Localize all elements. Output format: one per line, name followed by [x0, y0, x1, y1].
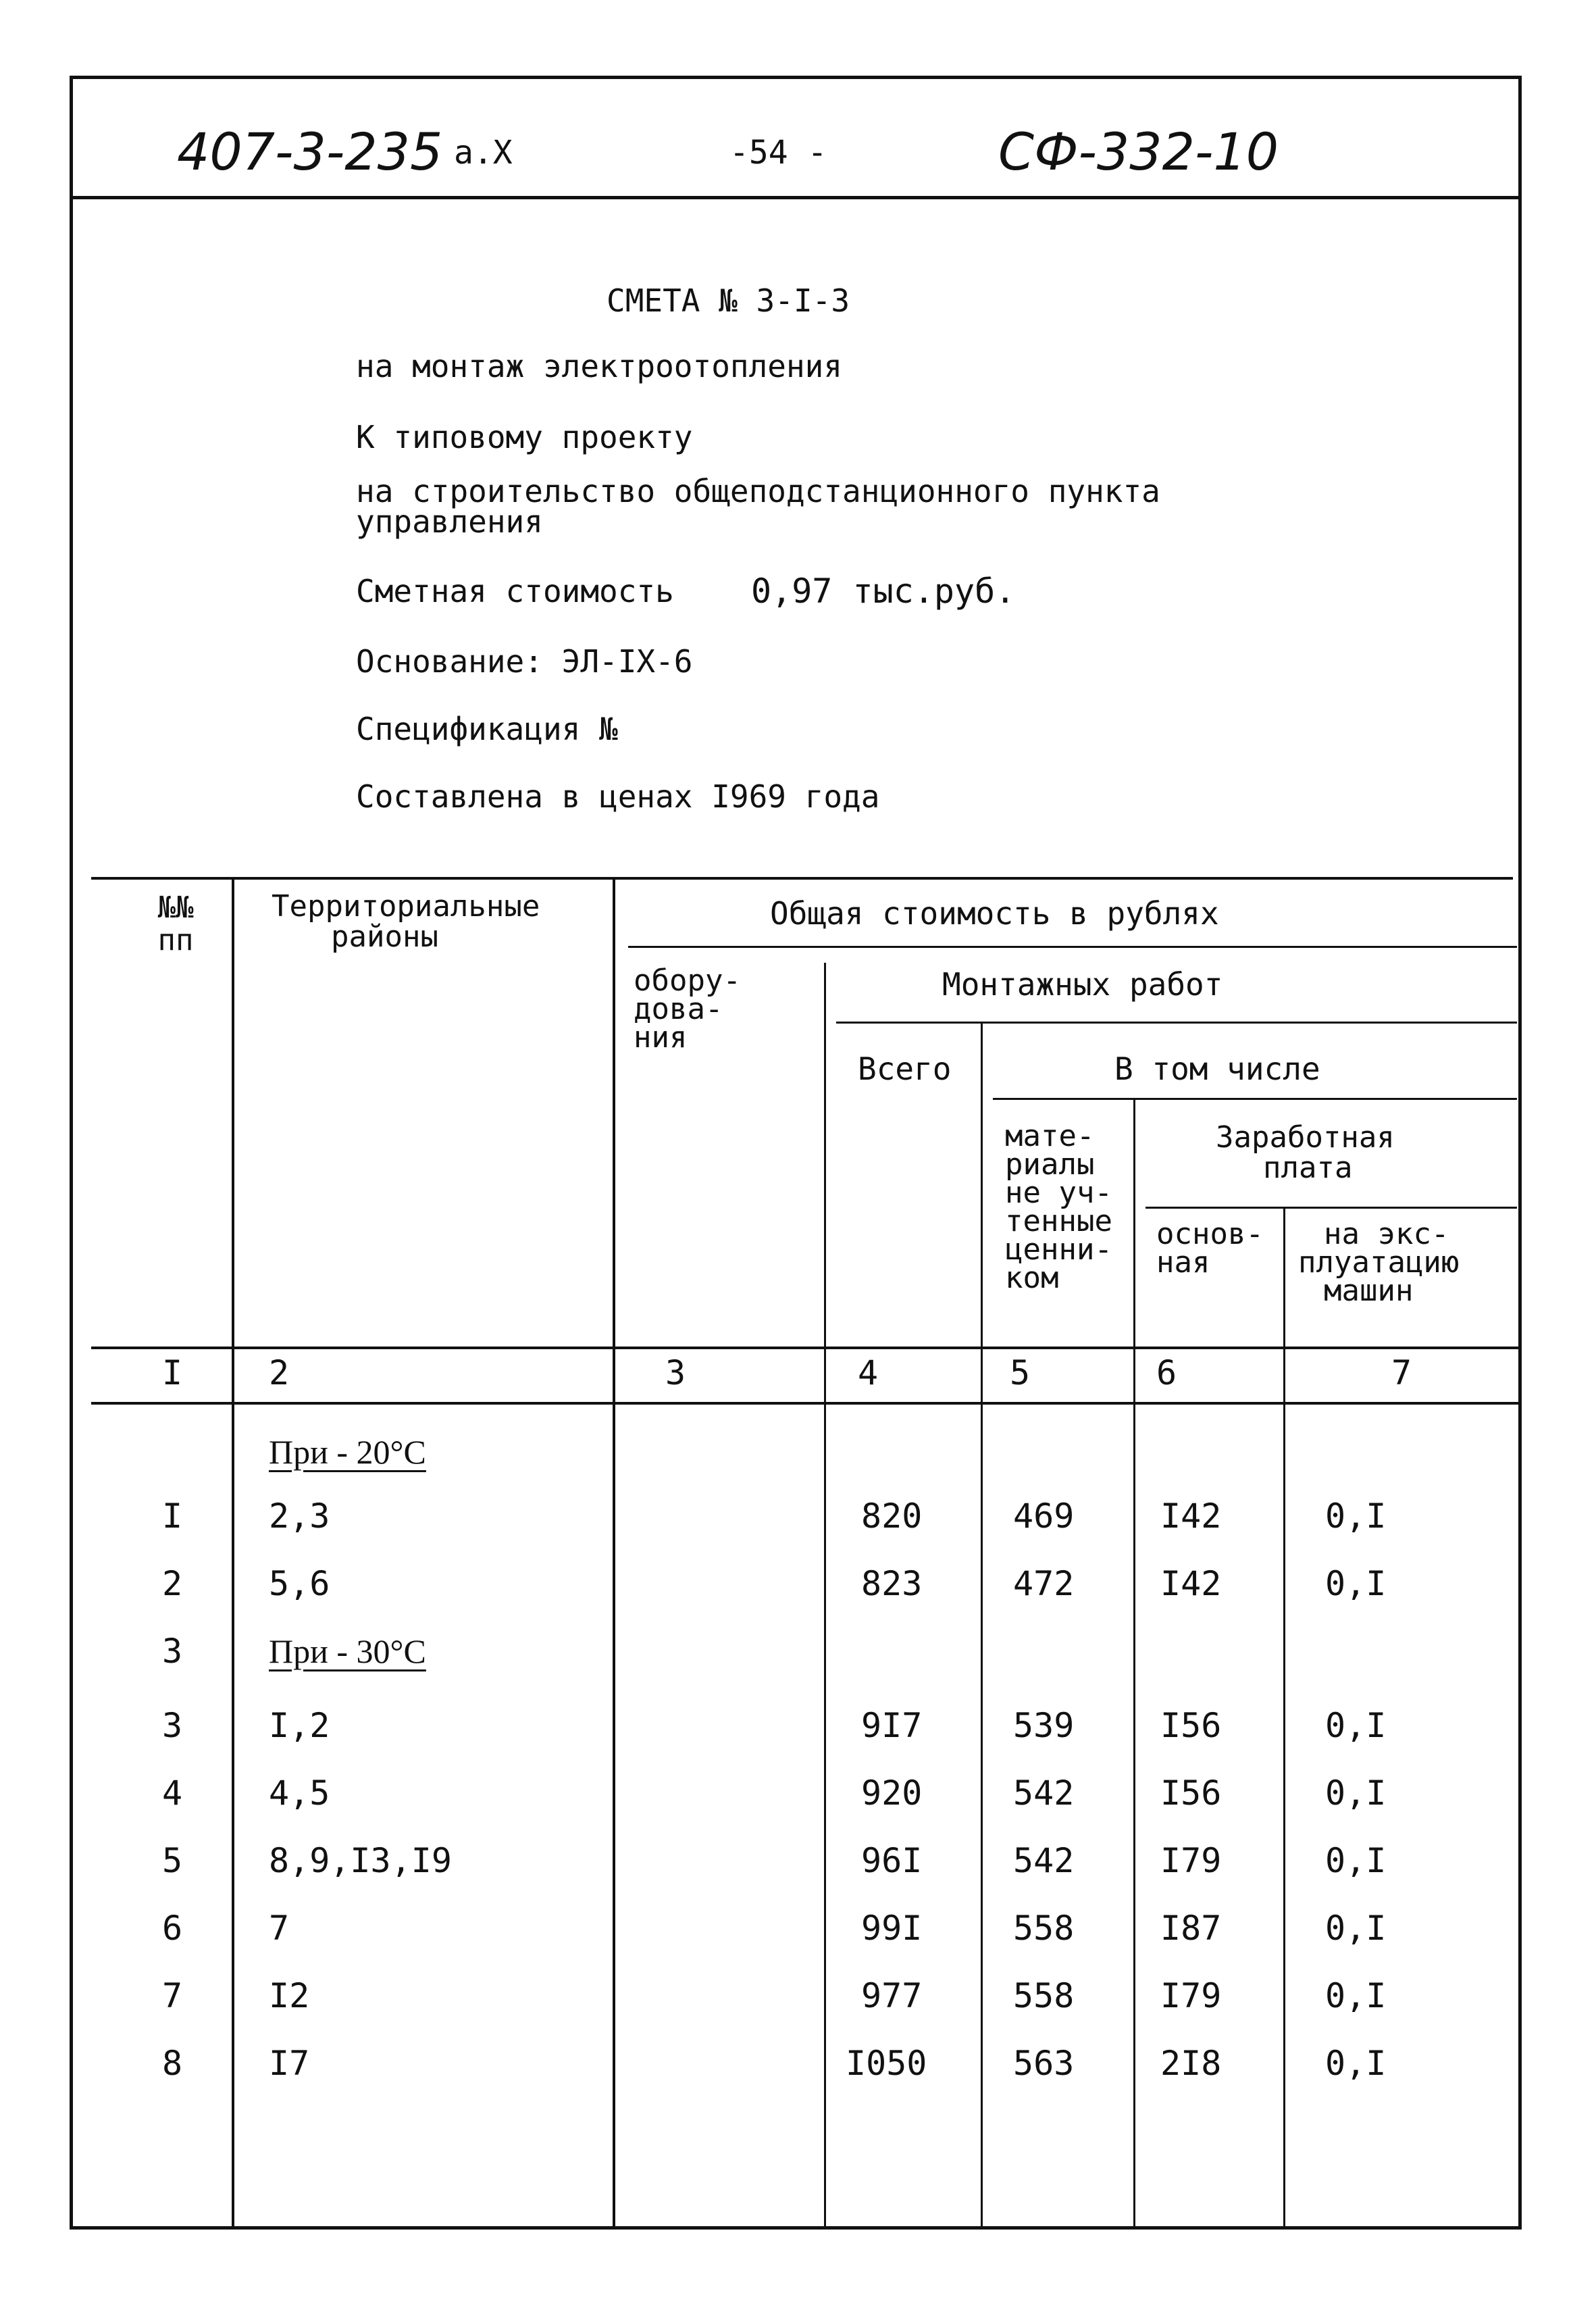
row-machines: 0,I	[1325, 1774, 1387, 1813]
col-number-4: 4	[858, 1353, 879, 1392]
row-materials: 558	[1013, 1976, 1075, 2015]
row-machines: 0,I	[1325, 1564, 1387, 1603]
row-total: 820	[861, 1496, 923, 1536]
project-line-2: на строительство общеподстанционного пункта	[356, 473, 1160, 509]
col-header-total-cost: Общая стоимость в рублях	[770, 895, 1219, 932]
doc-code: 407-3-235	[177, 122, 443, 182]
row-materials: 539	[1013, 1706, 1075, 1745]
header-line-total	[628, 946, 1517, 948]
row-basic: 2I8	[1160, 2044, 1222, 2083]
col-header-total: Всего	[858, 1051, 952, 1087]
row-num: 4	[162, 1774, 183, 1813]
col-header-wages-2: плата	[1263, 1151, 1353, 1185]
row-num: 2	[162, 1564, 183, 1603]
col-header-incl: В том числе	[1114, 1051, 1320, 1087]
row-basic: I87	[1160, 1909, 1222, 1948]
price-base: Составлена в ценах I969 года	[356, 778, 880, 815]
row-num: 5	[162, 1841, 183, 1880]
row-materials: 469	[1013, 1496, 1075, 1536]
row-region: 5,6	[269, 1564, 330, 1603]
page-number: -54 -	[729, 134, 827, 172]
row-total: 920	[861, 1774, 923, 1813]
sheet-code: СФ-332-10	[998, 122, 1279, 182]
vline-2	[613, 878, 615, 2230]
col-header-equipment-2: дова-	[634, 992, 723, 1026]
project-line-1: К типовому проекту	[356, 419, 693, 455]
header-bottom-line	[91, 1347, 1518, 1349]
col-number-3: 3	[665, 1353, 686, 1392]
row-machines: 0,I	[1325, 1909, 1387, 1948]
row-basic: I79	[1160, 1841, 1222, 1880]
row-region: 8,9,I3,I9	[269, 1841, 452, 1880]
col-header-materials-5: ценни-	[1005, 1232, 1112, 1267]
row-total: 99I	[861, 1909, 923, 1948]
row-machines: 0,I	[1325, 2044, 1387, 2083]
row-machines: 0,I	[1325, 1706, 1387, 1745]
col-header-basic-1: основ-	[1156, 1217, 1264, 1251]
table-top-line	[91, 877, 1513, 880]
row-total: 9I7	[861, 1706, 923, 1745]
row-region: I2	[269, 1976, 310, 2015]
row-total: 823	[861, 1564, 923, 1603]
vline-6	[1283, 1208, 1285, 2226]
row-basic: I42	[1160, 1564, 1222, 1603]
row-basic: I56	[1160, 1706, 1222, 1745]
row-materials: 472	[1013, 1564, 1075, 1603]
header-divider	[73, 196, 1518, 199]
basis: Основание: ЭЛ-IX-6	[356, 643, 693, 680]
estimate-title: СМЕТА № 3-I-3	[607, 282, 850, 319]
row-num: 7	[162, 1976, 183, 2015]
row-basic: I56	[1160, 1774, 1222, 1813]
col-header-materials-6: ком	[1005, 1261, 1059, 1295]
cost-value: 0,97 тыс.руб.	[751, 572, 1016, 611]
col-number-7: 7	[1391, 1353, 1412, 1392]
col-header-equipment-3: ния	[634, 1020, 688, 1055]
colnum-bottom-line	[91, 1402, 1518, 1405]
row-basic: I42	[1160, 1496, 1222, 1536]
album-number: а.X	[454, 134, 513, 172]
col-header-regions-2: районы	[331, 920, 438, 954]
row-materials: 542	[1013, 1774, 1075, 1813]
row-region: 4,5	[269, 1774, 330, 1813]
col-header-machines-1: на экс-	[1324, 1217, 1449, 1251]
row-num: I	[162, 1496, 183, 1536]
vline-5	[1133, 1100, 1135, 2226]
row-total: 977	[861, 1976, 923, 2015]
row-region: 7	[269, 1909, 290, 1948]
col-header-num: №№ пп	[157, 890, 194, 957]
row-materials: 558	[1013, 1909, 1075, 1948]
col-number-6: 6	[1156, 1353, 1177, 1392]
row-region: 2,3	[269, 1496, 330, 1536]
col-header-regions-1: Территориальные	[272, 889, 540, 924]
row-materials: 563	[1013, 2044, 1075, 2083]
col-number-1: I	[162, 1353, 183, 1392]
row-total: I050	[846, 2044, 927, 2083]
col-header-materials-4: тенные	[1005, 1204, 1112, 1238]
header-line-wages	[1145, 1207, 1517, 1209]
cost-label: Сметная стоимость	[356, 573, 674, 609]
col-header-materials-1: мате-	[1005, 1119, 1095, 1153]
section-heading-minus-20: При - 20°С	[269, 1433, 426, 1471]
section-2-num: 3	[162, 1632, 183, 1671]
row-machines: 0,I	[1325, 1496, 1387, 1536]
col-header-materials-3: не уч-	[1005, 1176, 1112, 1210]
row-machines: 0,I	[1325, 1841, 1387, 1880]
col-header-wages-1: Заработная	[1216, 1120, 1395, 1155]
col-header-install: Монтажных работ	[942, 966, 1223, 1003]
section-heading-minus-30: При - 30°С	[269, 1632, 426, 1670]
vline-4	[981, 1024, 983, 2226]
row-basic: I79	[1160, 1976, 1222, 2015]
row-num: 8	[162, 2044, 183, 2083]
col-header-machines-2: плуатацию	[1298, 1245, 1460, 1280]
row-region: I7	[269, 2044, 310, 2083]
col-header-machines-3: машин	[1324, 1274, 1414, 1308]
vline-3	[824, 963, 826, 2226]
row-total: 96I	[861, 1841, 923, 1880]
estimate-purpose: на монтаж электроотопления	[356, 348, 843, 384]
row-num: 6	[162, 1909, 183, 1948]
col-number-5: 5	[1010, 1353, 1031, 1392]
specification: Спецификация №	[356, 711, 618, 747]
row-materials: 542	[1013, 1841, 1075, 1880]
col-header-materials-2: риалы	[1005, 1147, 1095, 1182]
row-region: I,2	[269, 1706, 330, 1745]
row-machines: 0,I	[1325, 1976, 1387, 2015]
vline-1	[232, 878, 234, 2226]
col-number-2: 2	[269, 1353, 290, 1392]
header-line-incl	[993, 1098, 1517, 1100]
row-num: 3	[162, 1706, 183, 1745]
col-header-equipment-1: обору-	[634, 963, 741, 998]
header-line-install	[836, 1022, 1517, 1024]
project-line-3: управления	[356, 503, 543, 540]
col-header-basic-2: ная	[1156, 1245, 1210, 1280]
